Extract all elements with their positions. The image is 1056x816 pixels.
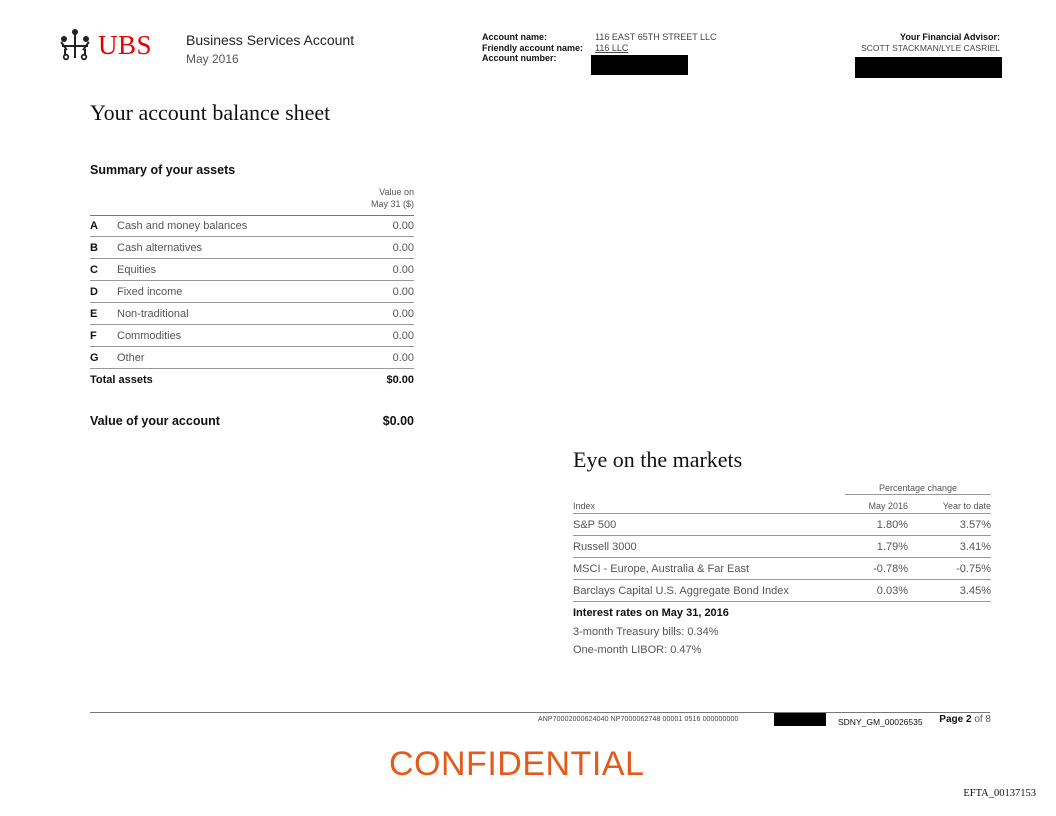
market-ytd: 3.45% — [916, 580, 991, 602]
interest-rates-title: Interest rates on May 31, 2016 — [573, 607, 729, 619]
confidential-stamp: CONFIDENTIAL — [389, 745, 645, 783]
rate-treasury: 3-month Treasury bills: 0.34% — [573, 626, 719, 638]
asset-label: Non-traditional — [117, 303, 362, 325]
efta-number: EFTA_00137153 — [963, 788, 1036, 799]
ubs-logo — [58, 27, 152, 63]
account-name-label: Account name: — [482, 32, 548, 42]
market-index: S&P 500 — [573, 514, 828, 536]
asset-value: 0.00 — [362, 215, 414, 237]
asset-label: Commodities — [117, 325, 362, 347]
asset-letter: C — [90, 259, 117, 281]
market-ytd: 3.41% — [916, 536, 991, 558]
asset-letter: G — [90, 347, 117, 369]
markets-header-row — [573, 499, 991, 514]
account-value-row — [90, 414, 414, 428]
balance-sheet-title: Your account balance sheet — [90, 100, 331, 125]
markets-col-ytd: Year to date — [916, 499, 991, 514]
total-assets-value: $0.00 — [386, 373, 414, 386]
page-number: 2 — [965, 714, 972, 725]
market-index: Barclays Capital U.S. Aggregate Bond Index — [573, 580, 828, 602]
asset-value: 0.00 — [362, 281, 414, 303]
brand-name: UBS — [98, 29, 153, 60]
table-row — [90, 281, 414, 303]
account-value-label: Value of your account — [90, 414, 220, 428]
assets-table — [90, 215, 414, 390]
market-may: 0.03% — [828, 580, 916, 602]
ubs-keys-icon — [58, 27, 92, 63]
asset-value: 0.00 — [362, 347, 414, 369]
asset-letter: B — [90, 237, 117, 259]
total-assets-row — [90, 369, 414, 391]
table-row — [90, 237, 414, 259]
account-number-label: Account number: — [482, 53, 557, 63]
table-row — [573, 536, 991, 558]
value-column-header-line1: Value on — [379, 187, 414, 197]
rate-libor: One-month LIBOR: 0.47% — [573, 644, 702, 656]
table-row — [90, 347, 414, 369]
asset-value: 0.00 — [362, 303, 414, 325]
value-column-header-line2: May 31 ($) — [370, 199, 414, 209]
page-label: Page — [939, 714, 964, 725]
page-total: of 8 — [974, 714, 991, 725]
friendly-name: 116 LLC — [595, 42, 629, 53]
account-value: $0.00 — [382, 414, 414, 428]
table-row — [90, 303, 414, 325]
market-may: -0.78% — [828, 558, 916, 580]
asset-label: Fixed income — [117, 281, 362, 303]
asset-value: 0.00 — [362, 259, 414, 281]
markets-col-index: Index — [573, 499, 828, 514]
total-assets-label: Total assets — [90, 373, 153, 386]
markets-table — [573, 499, 991, 602]
asset-label: Equities — [117, 259, 362, 281]
asset-label: Other — [117, 347, 362, 369]
table-row — [90, 325, 414, 347]
asset-letter: D — [90, 281, 117, 303]
page-indicator — [939, 714, 991, 725]
markets-title: Eye on the markets — [573, 447, 743, 472]
advisor-redaction — [855, 57, 1002, 78]
market-ytd: 3.57% — [916, 514, 991, 536]
asset-value: 0.00 — [362, 325, 414, 347]
market-may: 1.80% — [828, 514, 916, 536]
footer-code: ANP70002000624040 NP7000062748 00001 0516 000000000 — [538, 716, 739, 723]
account-type: Business Services Account — [186, 32, 355, 48]
account-info-values — [595, 32, 717, 53]
market-index: Russell 3000 — [573, 536, 828, 558]
statement-month: May 2016 — [186, 52, 239, 66]
asset-letter: A — [90, 215, 117, 237]
table-row — [90, 215, 414, 237]
table-row — [573, 514, 991, 536]
table-row — [90, 259, 414, 281]
financial-advisor-label: Your Financial Advisor: — [899, 32, 1000, 42]
account-info-labels — [482, 32, 583, 64]
friendly-name-label: Friendly account name: — [482, 42, 584, 53]
asset-letter: E — [90, 303, 117, 325]
footer-rule — [90, 712, 990, 713]
asset-label: Cash and money balances — [117, 215, 362, 237]
summary-title: Summary of your assets — [90, 163, 236, 177]
financial-advisor-names: SCOTT STACKMAN/LYLE CASRIEL — [861, 43, 1000, 53]
asset-value: 0.00 — [362, 237, 414, 259]
table-row — [573, 558, 991, 580]
bates-number: SDNY_GM_00026535 — [838, 717, 923, 727]
percentage-change-header: Percentage change — [845, 483, 991, 495]
asset-label: Cash alternatives — [117, 237, 362, 259]
account-number-redaction — [591, 55, 688, 75]
table-row — [573, 580, 991, 602]
value-column-header — [330, 186, 414, 210]
markets-col-may: May 2016 — [828, 499, 916, 514]
market-may: 1.79% — [828, 536, 916, 558]
account-name: 116 EAST 65TH STREET LLC — [595, 32, 717, 42]
market-ytd: -0.75% — [916, 558, 991, 580]
asset-letter: F — [90, 325, 117, 347]
footer-redaction — [774, 713, 826, 726]
market-index: MSCI - Europe, Australia & Far East — [573, 558, 828, 580]
